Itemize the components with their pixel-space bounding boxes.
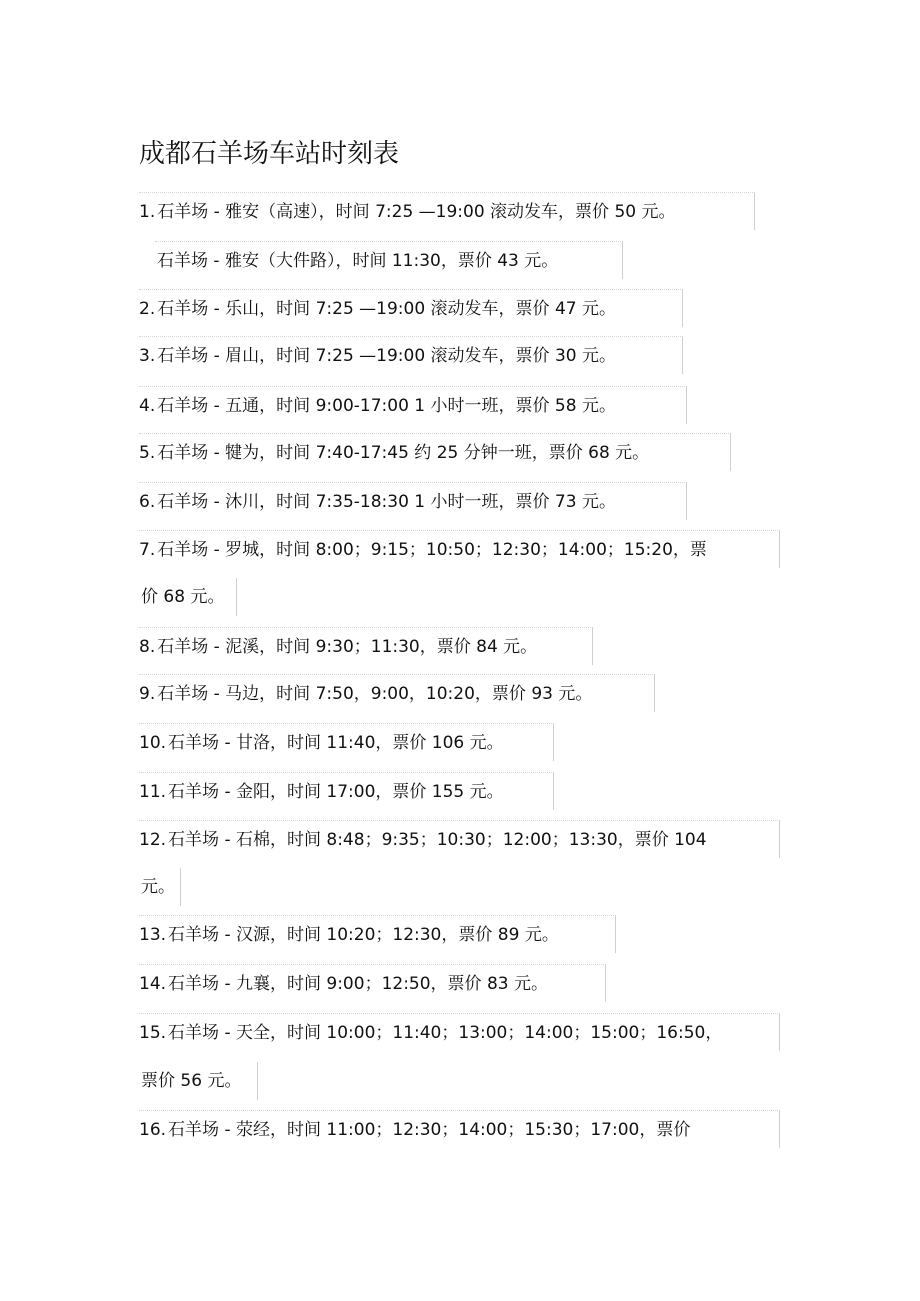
schedule-line: [139, 1013, 780, 1051]
line-number: 15.: [139, 1023, 167, 1043]
schedule-line: [139, 433, 731, 471]
schedule-line: [139, 289, 683, 327]
line-text: 石羊场 - 九襄，时间 9:00；12:50，票价 83 元。: [168, 974, 548, 994]
line-text: 石羊场 - 雅安（大件路），时间 11:30，票价 43 元。: [157, 251, 559, 271]
line-text: 石羊场 - 五通，时间 9:00-17:00 1 小时一班，票价 58 元。: [157, 396, 616, 416]
line-text: 石羊场 - 石棉，时间 8:48；9:35；10:30；12:00；13:30，票价 104: [168, 830, 707, 850]
schedule-line: [139, 386, 687, 424]
schedule-line: [139, 723, 554, 761]
schedule-line: [139, 530, 780, 568]
schedule-line: [139, 336, 683, 374]
line-number: 11.: [139, 782, 167, 802]
line-number: 1.: [139, 202, 156, 222]
schedule-line: [139, 192, 755, 230]
line-number: 14.: [139, 974, 167, 994]
schedule-line: [139, 674, 655, 712]
schedule-line: [139, 915, 616, 953]
line-number: 16.: [139, 1120, 167, 1140]
line-number: 5.: [139, 443, 156, 463]
line-text: 石羊场 - 汉源，时间 10:20；12:30，票价 89 元。: [168, 925, 559, 945]
line-number: 10.: [139, 733, 167, 753]
schedule-line-continuation: [139, 578, 237, 616]
line-text: 石羊场 - 金阳，时间 17:00，票价 155 元。: [168, 782, 504, 802]
schedule-line-continuation: [139, 868, 181, 906]
schedule-line: [139, 820, 780, 858]
line-text: 票价 56 元。: [141, 1071, 242, 1091]
line-number: 9.: [139, 684, 156, 704]
line-number: 12.: [139, 830, 167, 850]
line-text: 石羊场 - 罗城，时间 8:00；9:15；10:50；12:30；14:00；15:20，票: [157, 540, 707, 560]
line-number: 6.: [139, 492, 156, 512]
schedule-line: [139, 964, 606, 1002]
line-text: 石羊场 - 马边，时间 7:50，9:00，10:20，票价 93 元。: [157, 684, 593, 704]
line-text: 石羊场 - 乐山，时间 7:25 —19:00 滚动发车，票价 47 元。: [157, 299, 616, 319]
line-number: 2.: [139, 299, 156, 319]
line-text: 石羊场 - 沐川，时间 7:35-18:30 1 小时一班，票价 73 元。: [157, 492, 616, 512]
page-title: 成都石羊场车站时刻表: [139, 139, 400, 169]
line-text: 石羊场 - 眉山，时间 7:25 —19:00 滚动发车，票价 30 元。: [157, 346, 616, 366]
line-text: 元。: [141, 877, 175, 897]
schedule-line: [139, 627, 593, 665]
line-text: 石羊场 - 雅安（高速），时间 7:25 —19:00 滚动发车，票价 50 元。: [157, 202, 676, 222]
line-text: 石羊场 - 泥溪，时间 9:30；11:30，票价 84 元。: [157, 637, 538, 657]
schedule-line: [139, 1110, 780, 1148]
schedule-line: [139, 482, 687, 520]
line-number: 8.: [139, 637, 156, 657]
line-number: 4.: [139, 396, 156, 416]
line-number: 7.: [139, 540, 156, 560]
line-text: 石羊场 - 甘洛，时间 11:40，票价 106 元。: [168, 733, 504, 753]
line-text: 价 68 元。: [141, 587, 225, 607]
schedule-line-continuation: [139, 1062, 258, 1100]
line-text: 石羊场 - 犍为，时间 7:40-17:45 约 25 分钟一班，票价 68 元。: [157, 443, 650, 463]
line-number: 3.: [139, 346, 156, 366]
line-text: 石羊场 - 天全，时间 10:00；11:40；13:00；14:00；15:00；16:50，: [168, 1023, 723, 1043]
schedule-line: [155, 241, 623, 279]
line-text: 石羊场 - 荥经，时间 11:00；12:30；14:00；15:30；17:00，票价: [168, 1120, 691, 1140]
schedule-line: [139, 772, 554, 810]
line-number: 13.: [139, 925, 167, 945]
